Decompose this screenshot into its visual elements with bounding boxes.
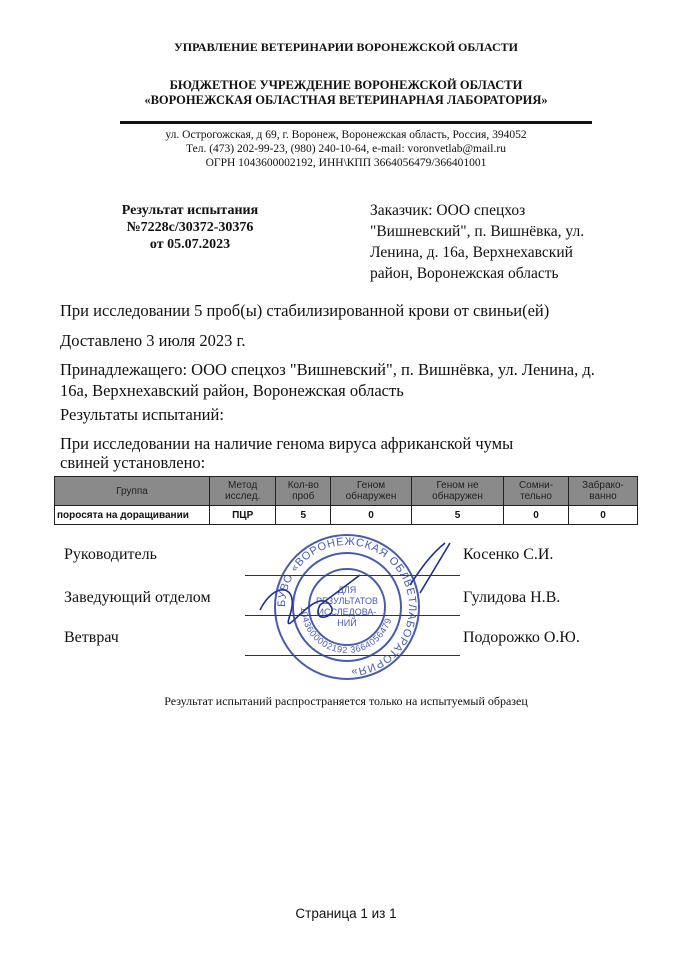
organization-name (0, 78, 692, 108)
address: ул. Острогожская, д 69, г. Воронеж, Воронежская область, Россия, 394052 (165, 129, 527, 141)
signature-name: Косенко С.И. (463, 546, 554, 563)
table-row (55, 506, 638, 525)
customer-block (370, 200, 660, 284)
stamp-center-text: НИЙ (337, 618, 357, 628)
stamp-center-text: РЕЗУЛЬТАТОВ (315, 596, 379, 606)
customer-line: Ленина, д. 16а, Верхнехавский (370, 244, 573, 261)
table-cell: поросята на доращивании (55, 506, 210, 525)
org-line: БЮДЖЕТНОЕ УЧРЕЖДЕНИЕ ВОРОНЕЖСКОЙ ОБЛАСТИ (169, 78, 523, 92)
authority-name: УПРАВЛЕНИЕ ВЕТЕРИНАРИИ ВОРОНЕЖСКОЙ ОБЛАСТИ (174, 40, 518, 54)
result-title: Результат испытания (121, 203, 259, 218)
table-cell: 0 (504, 506, 569, 525)
study-text: При исследовании 5 проб(ы) стабилизированной крови от свиньи(ей) (60, 301, 550, 320)
column-header: Геном не обнаружен (411, 477, 503, 506)
contacts: Тел. (473) 202-99-23, (980) 240-10-64, e-mail: voronvetlab@mail.ru (186, 143, 506, 155)
result-date: от 05.07.2023 (149, 237, 231, 252)
official-stamp (272, 532, 422, 682)
result-heading (90, 202, 290, 253)
signature-role: Заведующий отделом (64, 589, 211, 606)
table-cell: 5 (276, 506, 331, 525)
page-number: Страница 1 из 1 (295, 906, 397, 921)
column-header: Метод исслед. (210, 477, 276, 506)
results-label: Результаты испытаний: (60, 405, 224, 424)
stamp-ring-text: БУВО «ВОРОНЕЖСКАЯ ОБЛВЕТЛАБОРАТОРИЯ» (275, 535, 419, 678)
delivered-text: Доставлено 3 июля 2023 г. (60, 331, 246, 350)
column-header: Кол-во проб (276, 477, 331, 506)
column-header: Геном обнаружен (331, 477, 412, 506)
customer-line: Заказчик: ООО спецхоз (370, 202, 526, 219)
owner-text: Принадлежащего: ООО спецхоз "Вишневский", п. Вишнёвка, ул. Ленина, д. 16а, Верхнехавский район, Воронежская область (60, 360, 595, 400)
signature-role: Руководитель (64, 546, 157, 563)
column-header: Сомни-тельно (504, 477, 569, 506)
footer-note: Результат испытаний распространяется только на испытуемый образец (164, 694, 528, 708)
registration-ids: ОГРН 1043600002192, ИНН\КПП 3664056479/366401001 (205, 157, 487, 169)
signature-role: Ветврач (64, 629, 119, 646)
customer-line: район, Воронежская область (370, 265, 559, 282)
table-cell: 5 (411, 506, 503, 525)
finding-text: При исследовании на наличие генома вируса африканской чумы свиней установлено: (60, 434, 514, 472)
table-cell: ПЦР (210, 506, 276, 525)
table-cell: 0 (568, 506, 637, 525)
stamp-center-text: ДЛЯ (337, 585, 357, 595)
table-cell: 0 (331, 506, 412, 525)
column-header: Забрако-ванно (568, 477, 637, 506)
org-line: «ВОРОНЕЖСКАЯ ОБЛАСТНАЯ ВЕТЕРИНАРНАЯ ЛАБОРАТОРИЯ» (144, 93, 548, 107)
result-number: №7228с/30372-30376 (126, 220, 254, 235)
column-header: Группа (55, 477, 210, 506)
org-contacts (0, 128, 692, 170)
stamp-center-text: ИССЛЕДОВА- (317, 607, 377, 617)
header-divider (120, 121, 592, 124)
results-table (54, 476, 638, 525)
signature-name: Подорожко О.Ю. (463, 629, 580, 646)
signature-name: Гулидова Н.В. (463, 589, 561, 606)
stamp-inner-text: 1043600002192 3664056479 (298, 606, 394, 656)
table-header-row (55, 477, 638, 506)
customer-line: "Вишневский", п. Вишнёвка, ул. (370, 223, 585, 240)
